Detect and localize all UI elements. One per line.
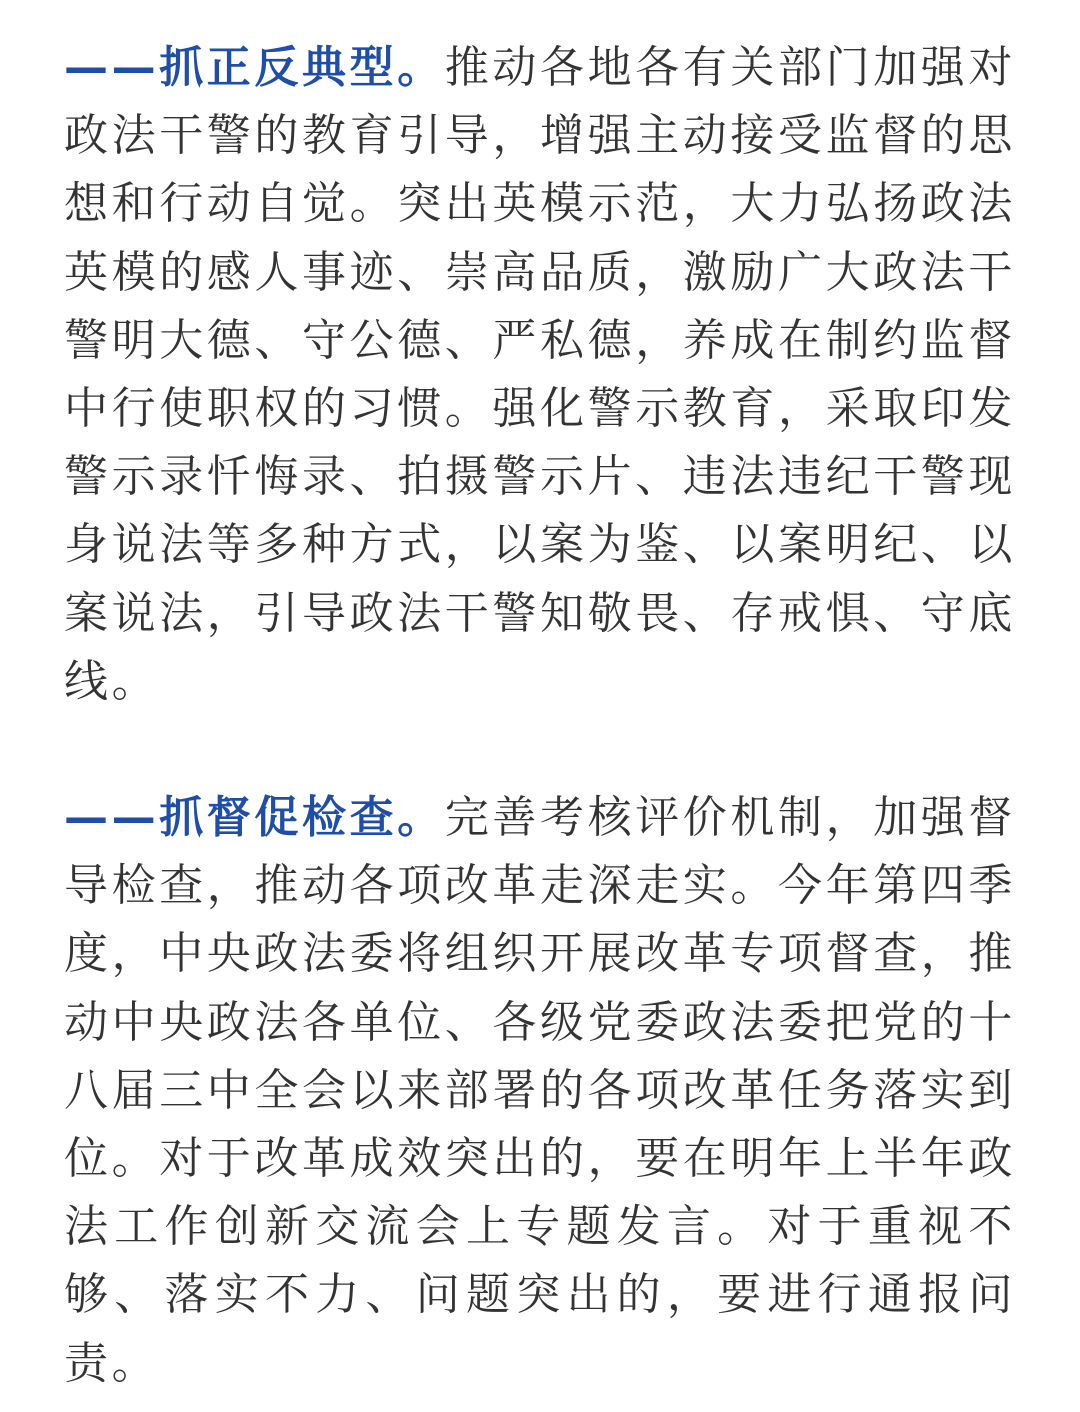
article	[64, 34, 1016, 1398]
paragraph-supervision-inspection	[64, 784, 1016, 1398]
paragraph-lead: ——抓督促检查。	[64, 792, 445, 844]
paragraph-body: 完善考核评价机制，加强督导检查，推动各项改革走深走实。今年第四季度，中央政法委将组织开展改革专项督查，推动中央政法各单位、各级党委政法委把党的十八届三中全会以来部署的各项改革任务落实到位。对于改革成效突出的，要在明年上半年政法工作创新交流会上专题发言。对于重视不够、落实不力、问题突出的，要进行通报问责。	[64, 792, 1017, 1389]
paragraph-typical-cases	[64, 34, 1016, 716]
paragraph-lead: ——抓正反典型。	[64, 42, 445, 93]
paragraph-body: 推动各地各有关部门加强对政法干警的教育引导，增强主动接受监督的思想和行动自觉。突出英模示范，大力弘扬政法英模的感人事迹、崇高品质，激励广大政法干警明大德、守公德、严私德，养成在制约监督中行使职权的习惯。强化警示教育，采取印发警示录忏悔录、拍摄警示片、违法违纪干警现身说法等多种方式，以案为鉴、以案明纪、以案说法，引导政法干警知敬畏、存戒惧、守底线。	[64, 42, 1017, 707]
